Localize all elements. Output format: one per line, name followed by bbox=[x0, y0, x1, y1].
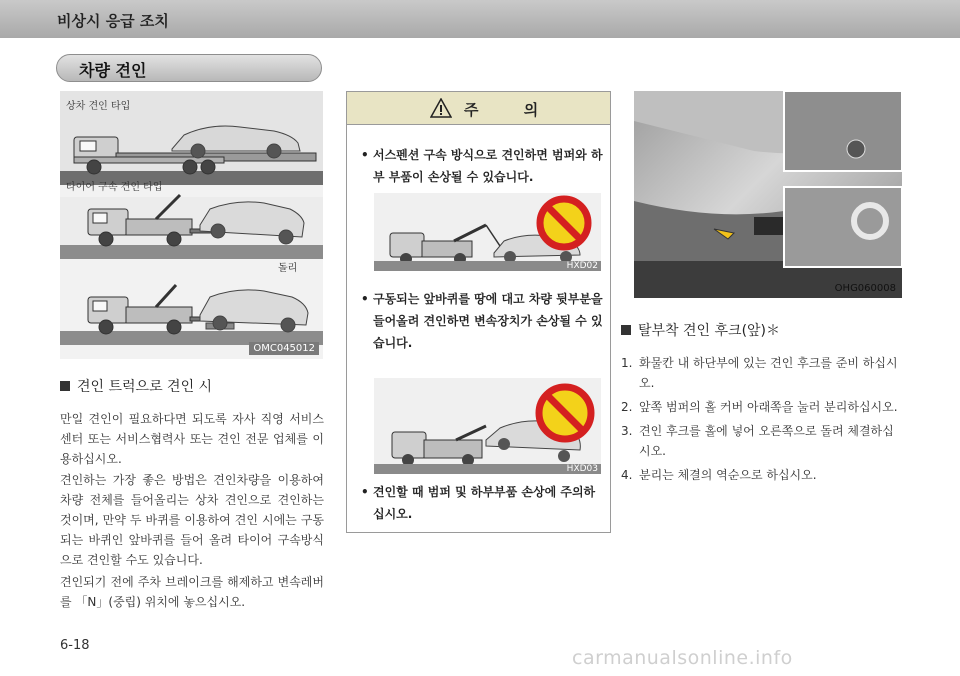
caution-image-2-code: HXD03 bbox=[566, 464, 598, 474]
warning-triangle-icon bbox=[430, 98, 452, 118]
prohibited-sign-icon bbox=[534, 382, 596, 444]
tow-truck-heading bbox=[60, 376, 212, 396]
step-text: 화물칸 내 하단부에 있는 견인 후크를 준비 하십시오. bbox=[639, 356, 898, 390]
step-number: 2. bbox=[621, 400, 633, 414]
caution-item-3-text: 견인할 때 범퍼 및 하부부품 손상에 주의하십시오. bbox=[373, 485, 596, 521]
tow-hook-step bbox=[621, 397, 903, 417]
dolly-truck-icon bbox=[88, 285, 214, 334]
caption-dolly: 돌리 bbox=[278, 263, 298, 274]
tow-truck-heading-text: 견인 트럭으로 견인 시 bbox=[77, 379, 213, 395]
towing-types-illustration bbox=[60, 91, 323, 359]
car-on-dolly-icon bbox=[200, 290, 308, 332]
caution-item-1 bbox=[361, 144, 605, 188]
caution-box bbox=[346, 91, 611, 533]
step-number: 4. bbox=[621, 468, 633, 482]
tow-hook-photo bbox=[634, 91, 902, 298]
step-text: 분리는 체결의 역순으로 하십시오. bbox=[639, 468, 817, 482]
front-bumper-drawing bbox=[634, 91, 902, 298]
square-bullet-icon bbox=[621, 325, 631, 335]
tow-hook-step bbox=[621, 465, 903, 485]
tow-trucks-drawing bbox=[60, 91, 323, 359]
caution-image-1-code: HXD02 bbox=[566, 261, 598, 271]
square-bullet-icon bbox=[60, 381, 70, 391]
caution-item-2-text: 구동되는 앞바퀴를 땅에 대고 차량 뒷부분을 들어올려 견인하면 변속장치가 손상될 수 있습니다. bbox=[373, 292, 603, 350]
caption-wheellift: 타이어 구속 견인 타입 bbox=[66, 182, 163, 193]
step-number: 1. bbox=[621, 356, 633, 370]
caution-image-2 bbox=[374, 378, 601, 474]
lifted-car-icon bbox=[200, 202, 304, 244]
step-text: 앞쪽 범퍼의 홀 커버 아래쪽을 눌러 분리하십시오. bbox=[639, 400, 898, 414]
tow-truck-paragraph-3: 견인되기 전에 주차 브레이크를 해제하고 변속레버를 「N」(중립) 위치에 놓으십시오. bbox=[60, 575, 324, 609]
illustration-code: OMC045012 bbox=[249, 342, 319, 355]
page-number: 6-18 bbox=[60, 638, 90, 653]
tow-truck-paragraph-2: 견인하는 가장 좋은 방법은 견인차량을 이용하여 차량 전체를 들어올리는 상차 견인으로 견인하는 것이며, 만약 두 바퀴를 이용하여 견인 시에는 구동되는 바퀴인 앞바퀴를 들어 올려 타이어 구속방식으로 견인할 수도 있습니다. bbox=[60, 473, 324, 567]
tow-hook-heading-text: 탈부착 견인 후크(앞)＊ bbox=[638, 323, 781, 339]
section-title-pill bbox=[56, 54, 322, 82]
tow-hook-step bbox=[621, 421, 903, 461]
caution-item-3 bbox=[361, 481, 605, 525]
tow-truck-paragraph-1: 만일 견인이 필요하다면 되도록 자사 직영 서비스센터 또는 서비스협력사 또는 견인 전문 업체를 이용하십시오. bbox=[60, 412, 324, 466]
caution-header bbox=[347, 92, 610, 125]
caution-item-1-text: 서스펜션 구속 방식으로 견인하면 범퍼와 하부 부품이 손상될 수 있습니다. bbox=[373, 148, 603, 184]
watermark: carmanualsonline.info bbox=[572, 647, 793, 669]
step-text: 견인 후크를 홀에 넣어 오른쪽으로 돌려 체결하십시오. bbox=[639, 424, 894, 458]
tow-hook-photo-code: OHG060008 bbox=[834, 283, 896, 294]
header-bar bbox=[0, 0, 960, 38]
caption-flatbed: 상차 견인 타입 bbox=[66, 101, 131, 112]
tow-hook-step bbox=[621, 353, 903, 393]
section-title: 차량 견인 bbox=[79, 61, 147, 80]
caution-title: 주 의 bbox=[464, 101, 559, 119]
chapter-title: 비상시 응급 조치 bbox=[57, 12, 169, 30]
wheellift-truck-icon bbox=[88, 195, 214, 246]
bullet-dot-icon: • bbox=[361, 485, 369, 499]
prohibited-sign-icon bbox=[536, 195, 592, 251]
caution-image-1 bbox=[374, 193, 601, 271]
tow-hook-heading bbox=[621, 320, 780, 340]
bullet-dot-icon: • bbox=[361, 148, 369, 162]
bullet-dot-icon: • bbox=[361, 292, 369, 306]
caution-item-2 bbox=[361, 288, 605, 354]
tow-hook-steps bbox=[621, 353, 903, 489]
step-number: 3. bbox=[621, 424, 633, 438]
